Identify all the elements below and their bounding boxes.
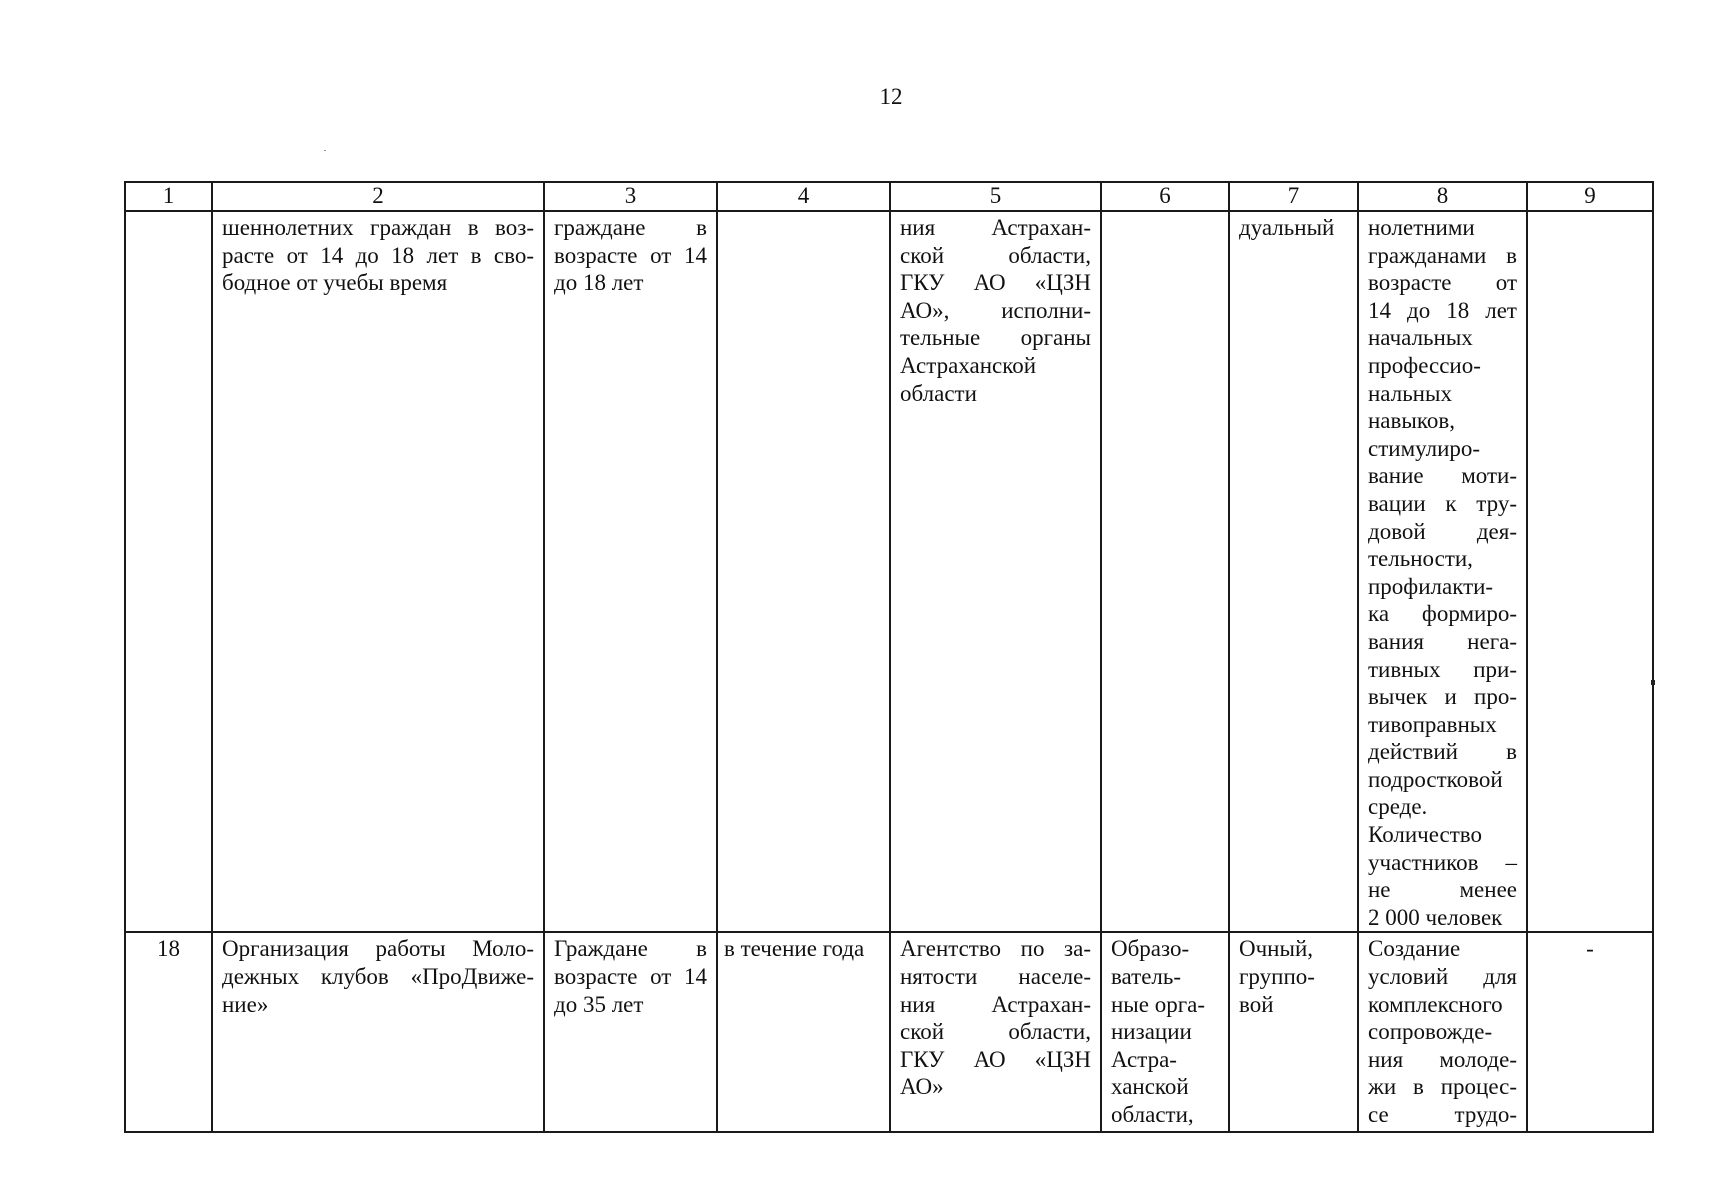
cell-line: ГКУ АО «ЦЗН xyxy=(900,270,1091,296)
cell-line: участников – xyxy=(1368,849,1517,875)
cell-line: нальных xyxy=(1368,380,1452,406)
cell-line: 2 000 человек xyxy=(1368,904,1503,930)
cell-line: тельные органы xyxy=(900,325,1091,351)
cell-line: 14 до 18 лет xyxy=(1368,297,1517,323)
row-number-cell xyxy=(125,211,212,932)
partners-cell xyxy=(1101,211,1229,932)
cell-line: низации xyxy=(1111,1019,1192,1045)
column-number: 4 xyxy=(717,182,890,211)
cell-line: ской области, xyxy=(900,242,1091,268)
column-number: 6 xyxy=(1101,182,1229,211)
column-number: 1 xyxy=(125,182,212,211)
row-number-cell: 18 xyxy=(125,932,212,1132)
format-cell: дуальный xyxy=(1229,211,1358,932)
partners-cell xyxy=(1101,932,1229,1132)
cell-line: дежных клубов «ПроДвиже- xyxy=(222,964,534,990)
cell-line: тельности, xyxy=(1368,546,1473,572)
cell-line: условий для xyxy=(1368,964,1517,990)
cell-line: расте от 14 до 18 лет в сво- xyxy=(222,242,534,268)
cell-line: возрасте от 14 xyxy=(554,242,707,268)
target-group-cell xyxy=(544,211,717,932)
cell-line: ния Астрахан- xyxy=(900,215,1091,240)
cell-line: навыков, xyxy=(1368,408,1455,434)
cell-line: начальных xyxy=(1368,325,1473,351)
column-number: 2 xyxy=(212,182,544,211)
cell-line: жи в процес- xyxy=(1368,1074,1517,1100)
cell-line: подростковой xyxy=(1368,766,1503,792)
target-group-cell xyxy=(544,932,717,1132)
cell-line: Образо- xyxy=(1111,936,1190,962)
format-cell xyxy=(1229,932,1358,1132)
cell-line: области, xyxy=(1111,1102,1194,1127)
table-row xyxy=(125,932,1653,1132)
cell-line: вой xyxy=(1239,991,1274,1017)
cell-line: Количество xyxy=(1368,822,1482,848)
result-cell xyxy=(1358,211,1527,932)
page-number: 12 xyxy=(879,84,903,109)
responsible-cell xyxy=(890,932,1101,1132)
cell-line: ГКУ АО «ЦЗН xyxy=(900,1046,1091,1072)
cell-line: Астраханской xyxy=(900,352,1037,378)
cell-line: Агентство по за- xyxy=(900,936,1091,962)
cell-line: до 18 лет xyxy=(554,270,644,296)
cell-line: се трудо- xyxy=(1368,1102,1517,1127)
cell-line: стимулиро- xyxy=(1368,435,1481,461)
cell-line: среде. xyxy=(1368,794,1428,820)
cell-line: тивоправных xyxy=(1368,711,1497,737)
cell-line: ние» xyxy=(222,991,269,1017)
financing-cell xyxy=(1527,211,1653,932)
column-number: 7 xyxy=(1229,182,1358,211)
cell-line: довой дея- xyxy=(1368,518,1517,544)
cell-line: Очный, xyxy=(1239,936,1313,962)
cell-line: шеннолетних граждан в воз- xyxy=(222,215,534,240)
cell-line: области xyxy=(900,380,977,406)
cell-line: ка формиро- xyxy=(1368,601,1517,627)
event-name-cell xyxy=(212,211,544,932)
cell-line: группо- xyxy=(1239,964,1315,990)
column-number: 5 xyxy=(890,182,1101,211)
cell-line: не менее xyxy=(1368,877,1517,903)
cell-line: ния молоде- xyxy=(1368,1046,1517,1072)
column-number: 8 xyxy=(1358,182,1527,211)
cell-line: Создание xyxy=(1368,936,1461,962)
column-number-row xyxy=(125,182,1653,211)
cell-line: Граждане в xyxy=(554,936,707,962)
cell-line: АО» xyxy=(900,1074,944,1100)
period-cell xyxy=(717,211,890,932)
cell-line: ской области, xyxy=(900,1019,1091,1045)
event-name-cell xyxy=(212,932,544,1132)
column-number: 3 xyxy=(544,182,717,211)
cell-line: АО», исполни- xyxy=(900,297,1091,323)
cell-line: гражданами в xyxy=(1368,242,1517,268)
cell-line: вание моти- xyxy=(1368,463,1517,489)
cell-line: граждане в xyxy=(554,215,707,240)
cell-line: ния Астрахан- xyxy=(900,991,1091,1017)
cell-line: действий в xyxy=(1368,739,1517,765)
column-number: 9 xyxy=(1527,182,1653,211)
cell-line: вания нега- xyxy=(1368,628,1517,654)
period-cell: в течение года xyxy=(717,932,890,1132)
scan-artifact xyxy=(1651,680,1655,685)
cell-line: Организация работы Моло- xyxy=(222,936,534,962)
result-cell xyxy=(1358,932,1527,1132)
cell-line: Астра- xyxy=(1111,1046,1177,1072)
cell-line: ханской xyxy=(1111,1074,1189,1100)
cell-line: возрасте от 14 xyxy=(554,964,707,990)
cell-line: тивных при- xyxy=(1368,656,1517,682)
cell-line: ватель- xyxy=(1111,964,1182,990)
cell-line: возрасте от xyxy=(1368,270,1517,296)
financing-cell: - xyxy=(1527,932,1653,1132)
cell-line: сопровожде- xyxy=(1368,1019,1493,1045)
scan-artifact xyxy=(324,150,326,151)
cell-line: нолетними xyxy=(1368,215,1475,240)
cell-line: профилакти- xyxy=(1368,573,1494,599)
cell-line: бодное от учебы время xyxy=(222,270,448,296)
responsible-cell xyxy=(890,211,1101,932)
table-row xyxy=(125,211,1653,932)
cell-line: комплексного xyxy=(1368,991,1503,1017)
program-table xyxy=(124,181,1654,1133)
cell-line: до 35 лет xyxy=(554,991,644,1017)
cell-line: вации к тру- xyxy=(1368,490,1517,516)
cell-line: профессио- xyxy=(1368,352,1481,378)
cell-line: ные орга- xyxy=(1111,991,1206,1017)
cell-line: вычек и про- xyxy=(1368,684,1517,710)
cell-line: нятости населе- xyxy=(900,964,1091,990)
